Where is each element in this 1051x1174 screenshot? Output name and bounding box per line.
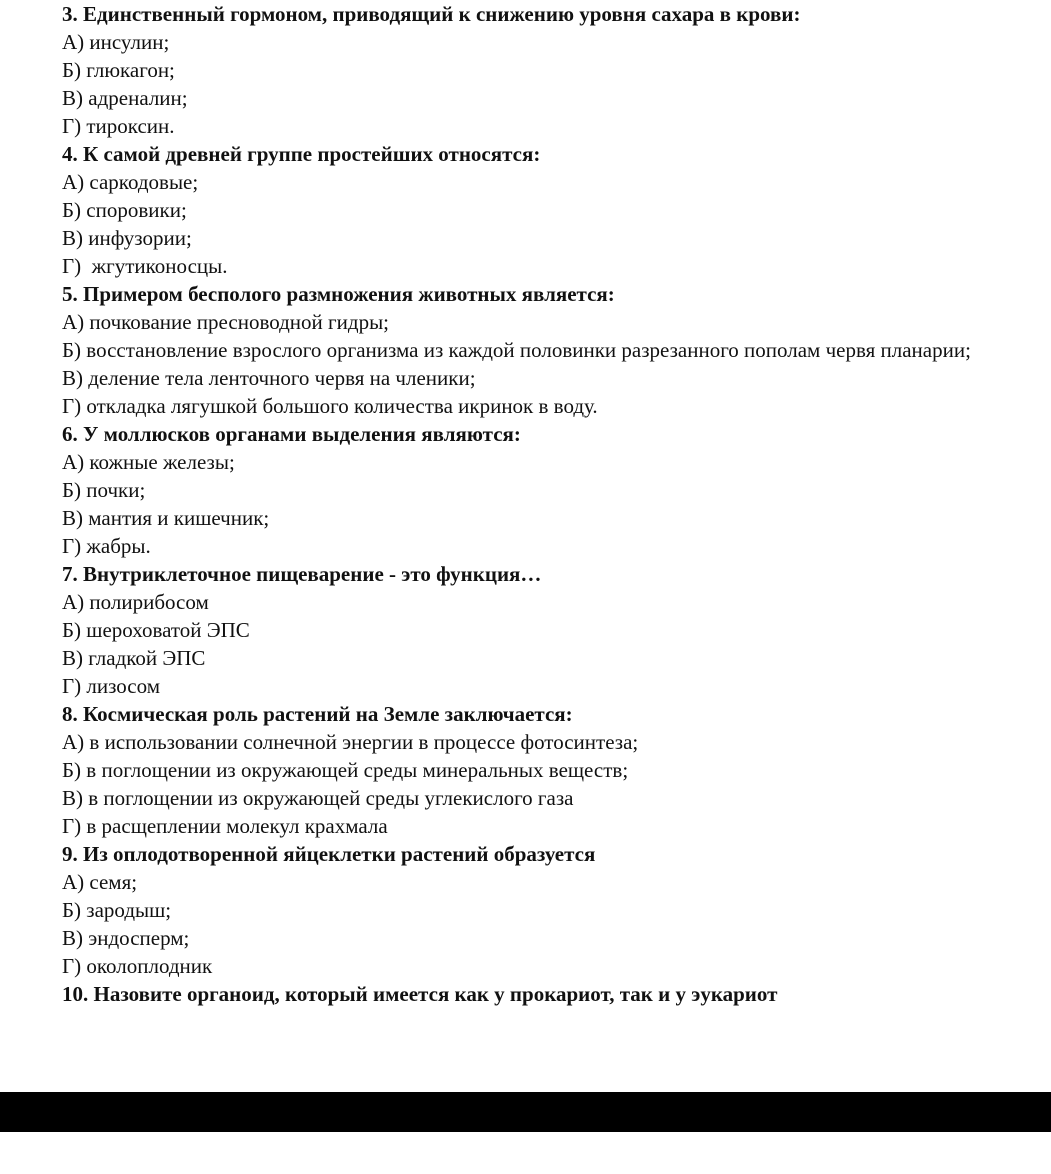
- option-d: Г) тироксин.: [62, 114, 175, 138]
- question-8: [62, 700, 1022, 840]
- option-c: В) мантия и кишечник;: [62, 506, 270, 530]
- bottom-black-bar: [0, 1092, 1051, 1132]
- option-d: Г) околоплодник: [62, 954, 213, 978]
- option-a: А) семя;: [62, 870, 138, 894]
- question-title: 9. Из оплодотворенной яйцеклетки растений образуется: [62, 842, 596, 866]
- question-3: [62, 0, 1022, 140]
- option-d: Г) жгутиконосцы.: [62, 254, 228, 278]
- option-a: А) инсулин;: [62, 30, 170, 54]
- option-a: А) почкование пресноводной гидры;: [62, 310, 390, 334]
- option-c: В) эндосперм;: [62, 926, 190, 950]
- option-d: Г) откладка лягушкой большого количества икринок в воду.: [62, 394, 598, 418]
- question-6: [62, 420, 1022, 560]
- option-b: Б) зародыш;: [62, 898, 172, 922]
- question-9: [62, 840, 1022, 980]
- question-7: [62, 560, 1022, 700]
- option-d: Г) лизосом: [62, 674, 161, 698]
- question-5: [62, 280, 1022, 420]
- question-title: 4. К самой древней группе простейших относятся:: [62, 142, 541, 166]
- option-a: А) саркодовые;: [62, 170, 199, 194]
- option-c: В) адреналин;: [62, 86, 188, 110]
- option-d: Г) жабры.: [62, 534, 151, 558]
- option-a: А) кожные железы;: [62, 450, 235, 474]
- option-b: Б) споровики;: [62, 198, 187, 222]
- option-c: В) деление тела ленточного червя на членики;: [62, 366, 476, 390]
- question-title: 10. Назовите органоид, который имеется как у прокариот, так и у эукариот: [62, 982, 778, 1006]
- option-b: Б) восстановление взрослого организма из каждой половинки разрезанного пополам червя планарии;: [62, 338, 971, 362]
- question-4: [62, 140, 1022, 280]
- option-b: Б) почки;: [62, 478, 146, 502]
- option-d: Г) в расщеплении молекул крахмала: [62, 814, 388, 838]
- option-c: В) в поглощении из окружающей среды углекислого газа: [62, 786, 574, 810]
- option-b: Б) шероховатой ЭПС: [62, 618, 250, 642]
- question-title: 7. Внутриклеточное пищеварение - это функция…: [62, 562, 542, 586]
- question-title: 5. Примером бесполого размножения животных является:: [62, 282, 615, 306]
- option-b: Б) глюкагон;: [62, 58, 175, 82]
- option-a: А) полирибосом: [62, 590, 209, 614]
- document-body: [62, 0, 1022, 1008]
- question-title: 6. У моллюсков органами выделения являются:: [62, 422, 521, 446]
- option-a: А) в использовании солнечной энергии в процессе фотосинтеза;: [62, 730, 639, 754]
- option-b: Б) в поглощении из окружающей среды минеральных веществ;: [62, 758, 629, 782]
- option-c: В) гладкой ЭПС: [62, 646, 206, 670]
- option-c: В) инфузории;: [62, 226, 192, 250]
- question-10: [62, 980, 1022, 1008]
- question-title: 8. Космическая роль растений на Земле заключается:: [62, 702, 573, 726]
- question-title: 3. Единственный гормоном, приводящий к снижению уровня сахара в крови:: [62, 2, 801, 26]
